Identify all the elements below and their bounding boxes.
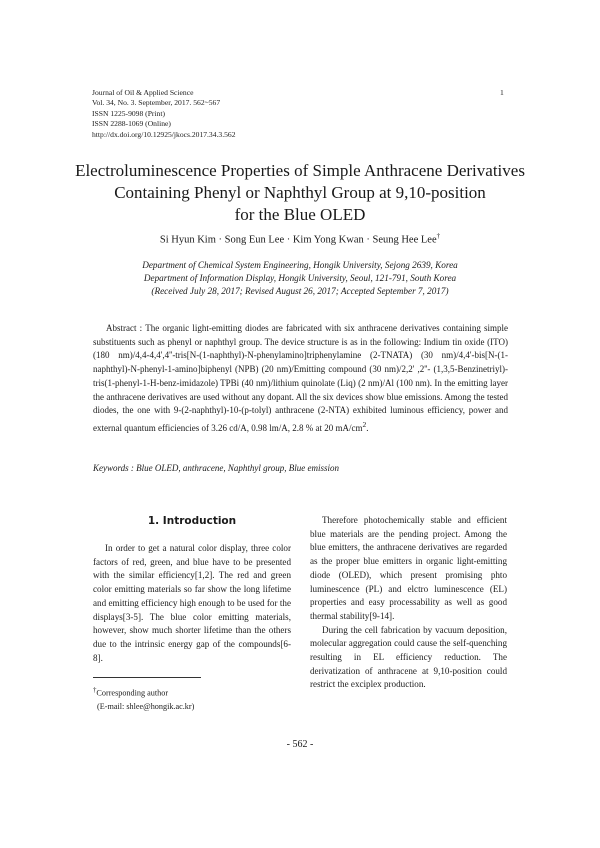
affiliation-1: Department of Chemical System Engineering, Hongik University, Sejong 2639, Korea bbox=[142, 260, 458, 270]
footnote bbox=[93, 684, 194, 714]
intro-paragraph-1: In order to get a natural color display, three color factors of red, green, and blue have to be presented with the similar efficiency[1,2]. The red and green color emitting materials so far show the long lifetime and emitting efficiency high enough to be used for the displays[3-5]. The blue color emitting materials, however, show much shorter lifetime than the others due to the intrinsic energy gap of the compounds[6-8]. bbox=[93, 543, 291, 663]
intro-paragraph-3: During the cell fabrication by vacuum deposition, molecular aggregation could cause the self-quenching resulting in EL efficiency reduction. The derivatization of anthracene at 9,10-position could restrict the exciplex production. bbox=[310, 624, 507, 690]
page-folio: - 562 - bbox=[286, 739, 314, 750]
abstract-superscript: 2 bbox=[362, 419, 367, 429]
footnote-mark: † bbox=[93, 687, 97, 694]
footnote-email: (E-mail: shlee@hongik.ac.kr) bbox=[97, 702, 195, 712]
title-line-2: Containing Phenyl or Naphthyl Group at 9,10-position bbox=[114, 183, 486, 202]
author-names: Si Hyun Kim · Song Eun Lee · Kim Yong Kwan · Seung Hee Lee bbox=[159, 234, 437, 246]
keywords: Keywords : Blue OLED, anthracene, Naphthyl group, Blue emission bbox=[93, 463, 340, 473]
affiliations bbox=[60, 259, 540, 298]
doi-link[interactable]: http://dx.doi.org/10.12925/jkocs.2017.34.3.562 bbox=[92, 129, 236, 139]
abstract bbox=[93, 322, 508, 436]
volume-info: Vol. 34, No. 3. September, 2017. 562~567 bbox=[92, 98, 221, 108]
journal-header bbox=[92, 88, 236, 140]
abstract-end: . bbox=[366, 422, 369, 433]
corresponding-mark: † bbox=[436, 232, 441, 240]
affiliation-2: Department of Information Display, Hongik University, Seoul, 121-791, South Korea bbox=[143, 273, 457, 283]
header-page-number: 1 bbox=[500, 88, 504, 97]
author-list bbox=[60, 232, 540, 246]
intro-paragraph-2: Therefore photochemically stable and efficient blue materials are the pending project. Among the blue emitters, the anthracene derivatives are regarded as the proper blue emitters in organic light-emitting diode (OLED), which present promising phto luminescence (PL) and elctro luminescence (EL) properties and easy processability as well as good thermal stability[9-14]. bbox=[310, 515, 507, 621]
abstract-label: Abstract : bbox=[106, 323, 143, 333]
title-line-1: Electroluminescence Properties of Simple Anthracene Derivatives bbox=[75, 161, 525, 180]
issn-print: ISSN 1225-9098 (Print) bbox=[92, 108, 165, 118]
column-left bbox=[93, 542, 291, 665]
received-dates: (Received July 28, 2017; Revised August 26, 2017; Accepted September 7, 2017) bbox=[151, 286, 449, 296]
abstract-text: The organic light-emitting diodes are fabricated with six anthracene derivatives containing simple substituents such as phenyl or naphthyl group. The device structure is as in the following: Indium tin oxide (ITO) (180 nm)/4,4-4,4',4''-tris[N-(1-naphthyl)-N-phenylamino]triphenylamine (2-TNATA) (30 nm)/4,4'-bis[N-(1-naphthyl)-N-phenyl-1-amino]biphenyl (NPB) (20 nm)/Emitting compound (30 nm)/2,2' ,2''- (1,3,5-Benzinetriyl)-tris(1-phenyl-1-H-benz-imidazole) TPBi (40 nm)/lithium quinolate (Liq) (2 nm)/Al (100 nm). In the emitting layer the anthracene derivatives are used without any dopant. All the six devices show blue emissions. Among the tested diodes, the one with 9-(2-naphthyl)-10-(p-tolyl) anthracene (2-NTA) exhibited luminous efficiency, power and external quantum efficiencies of 3.26 cd/A, 0.98 lm/A, 2.8 % at 20 mA/cm bbox=[93, 323, 508, 433]
section-heading-introduction: 1. Introduction bbox=[147, 515, 237, 527]
issn-online: ISSN 2288-1069 (Online) bbox=[92, 119, 171, 129]
column-right bbox=[310, 514, 507, 692]
journal-name: Journal of Oil & Applied Science bbox=[92, 88, 194, 97]
footnote-line-1: Corresponding author bbox=[96, 688, 169, 698]
paper-title bbox=[60, 160, 540, 226]
title-line-3: for the Blue OLED bbox=[234, 205, 366, 224]
footnote-divider bbox=[93, 677, 201, 678]
